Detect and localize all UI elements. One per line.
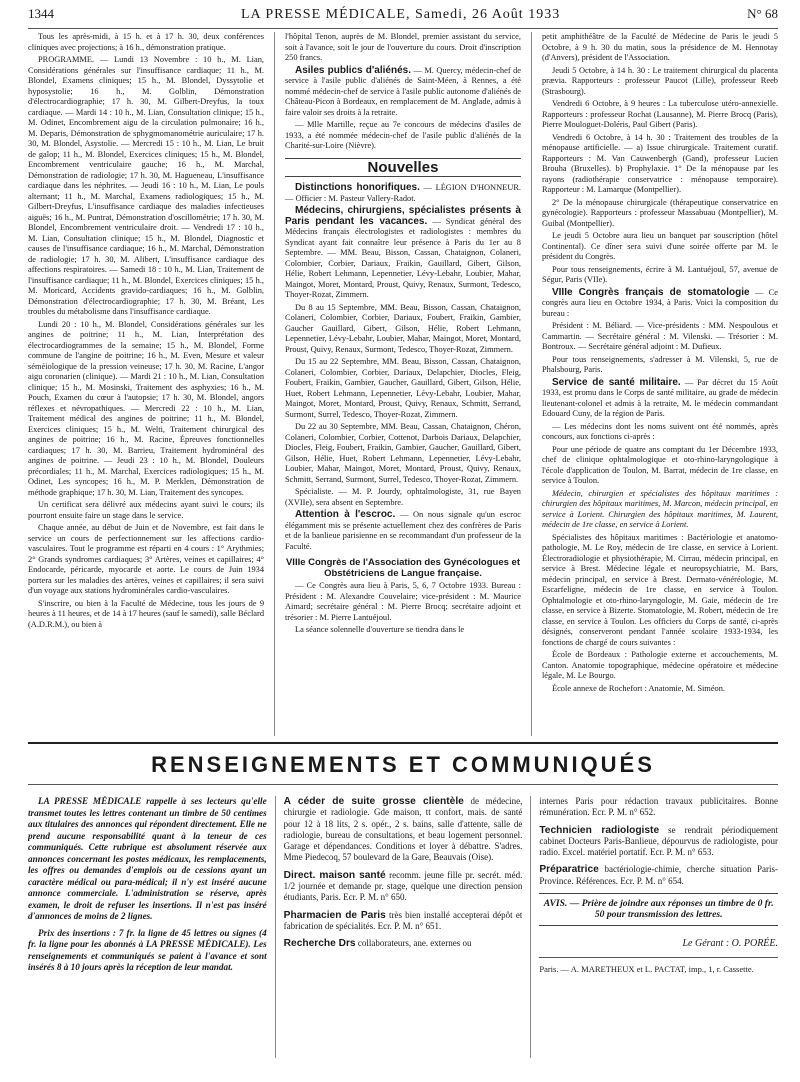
- ads-column-1: [284, 796, 523, 1058]
- paragraph: Vendredi 6 Octobre, à 14 h. 30 : Traitement des troubles de la ménopause artificielle. — a) Issue chirurgicale. Traitement curatif. Rapporteurs : M. Van Cauwenbergh (Gand), professeur Lucien Brouha (Bruxelles). b) Prophylaxie. 1° De la ménopause par les rayons (radiothérapie conservatrice : ménopause temporaire). Rapporteur : M. Lamarque (Montpellier).: [541, 132, 778, 194]
- column-2: [285, 32, 521, 736]
- paragraph: Du 22 au 30 Septembre, MM. Beau, Cassan, Chataignon, Chéron, Colaneri, Colombier, Corbier, Cottenot, Darbois Dariaux, Delapchier, Diocles, Fleig, Foubert, Fraikin, Gambier, Gaucher, Gauillard, Gibert, Gilson, Hélie, Huet, Robert Lehmann, Lepennetier, Lévy-Lebahr, Loubier, Mahar, Maingot, Moret, Montard, Proust, Quivy, Renaux, Schmitt, Serrand, Surmont, Surrel, Tedesco, Thoyer-Rozat, Zimmern.: [284, 422, 521, 484]
- paragraph: Pour tous renseignements, écrire à M. Lantuéjoul, 57, avenue de Ségur, Paris (VIIe).: [541, 264, 778, 284]
- classified-ad: Direct. maison santé recomm. jeune fille pr. secrét. méd. 1/2 journée et demande pr. stage, quelque une direction pension étudiants, Paris. Ecr. P. M. n° 650.: [283, 869, 523, 903]
- classified-ad: Technicien radiologiste se rendrait périodiquement cabinet Docteurs Paris-Banlieue, dépourvus de radiologiste, pour radio. Excel. matériel portatif. Ecr. P. M. n° 653.: [539, 824, 779, 858]
- paragraph: École annexe de Rochefort : Anatomie, M. Siméon.: [551, 683, 726, 693]
- classifieds-columns: [28, 796, 778, 1058]
- article-columns: [28, 32, 778, 736]
- paragraph: S'inscrire, ou bien à la Faculté de Médecine, tous les jours de 9 heures à 11 heures, et de 14 à 17 heures (sauf le samedi), salle Béclard (A.D.R.M.), ou bien à: [28, 598, 265, 629]
- classified-ad: Pharmacien de Paris très bien installé accepterai dépôt et fabrication de spécialités. Ecr. P. M. n° 651.: [283, 909, 523, 931]
- issue-number: N° 68: [747, 6, 778, 21]
- paragraph: Vendredi 6 Octobre, à 9 heures : La tuberculose utéro-annexielle. Rapporteurs : professeur Rochat (Lausanne), M. Pierre Brocq (Paris), Pierre Mouloguet-Doléris, Paul Gibert (Paris).: [541, 99, 778, 129]
- paragraph: Pour une période de quatre ans comptant du 1er Décembre 1933, chef de clinique ophtalmologique et oto-rhino-laryngologique à l'école d'application de Toulon, M. Barrat, médecin de 1re classe, en service à Toulon.: [541, 444, 778, 485]
- journal-title: LA PRESSE MÉDICALE, Samedi, 26 Août 1933: [240, 7, 561, 22]
- paragraph: — Mlle Martille, reçue au 7e concours de médecins d'asiles de 1933, a été nommée médecin-chef de l'asile public d'aliénés de la Charité-sur-Loire (Nièvre).: [284, 120, 521, 150]
- paragraph: Un certificat sera délivré aux médecins ayant suivi le cours; ils pourront ensuite faire un stage dans le service.: [28, 500, 265, 520]
- column-divider: [275, 796, 276, 1058]
- column-3: [542, 32, 778, 736]
- paragraph: Spécialiste. — M. P. Jourdy, ophtalmologiste, 31, rue Bayen (XVIIe), sera absent en Septembre.: [284, 487, 521, 507]
- paragraph: petit amphithéâtre de la Faculté de Médecine de Paris le jeudi 5 Octobre, à 9 h. 30 du matin, sous la présidence de M. Hennotay (d'Anvers), président de l'Association.: [541, 32, 778, 62]
- section-heading: Asiles publics d'aliénés.: [294, 64, 411, 76]
- paragraph: PROGRAMME. — Lundi 13 Novembre : 10 h., M. Lian, Considérations générales sur l'insuffisance cardiaque; 11 h., M. Blondel, Examens cliniques; 15 h., M. Blondel, Dyssytolie et hyposystolie; 16 h., M. Golblin, Démonstration d'électrocardiographie; 17 h. 30, M. Gilbert-Dreyfus, la toux cardiaque. — Mardi 14 : 10 h., M. Lian, Consultation clinique; 15 h., M. Odinet, Encombrement aigu de la circulation pulmonaire; 16 h., M. Deparis, Démonstration de sphygmomanométrie auriculaire; 17 h. 30, M. Blondel, Asystolie. — Mercredi 15 : 10 h., M. Lian, Le bruit de galop; 11 h., M. Blondel, Exercices cliniques; 15 h., M. Blondel, Encombrement ventriculaire gauche; 16 h., M. Marchal, Démonstration de radiologie; 17 h. 30, M. Hagueneau, L'insuffisance cardiaque dans les néphrites. — Jeudi 16 : 10 h., M. Lian, Le pouls alternant; 11 h., M. Marchal, Examens radiologiques; 15 h., M. Gilbert-Dreyfus, L'insuffisance cardiaque des maladies infectieuses aiguës; 16 h., M. Puntrat, Démonstration d'oscillométrie; 17 h. 30, M. Blondel, Encombrement ventriculaire droit. — Vendredi 17 : 10 h., M. Lian, Consultation clinique; 15 h., M. Blondel, Diagnostic et causes de l'insuffisance cardiaque; 16 h., M. Marchal, Démonstration de radiologie; 17 h. 30, M. Alibert, L'insuffisance cardiaque des affections respiratoires. — Samedi 18 : 10 h., M. Lian, Traitement de l'insuffisance cardiaque; 11 h., M. Blondel, Exercices cliniques; 15 h., M. Moricard, Accidents gravido-cardiaques; 16 h., M. Golblin, Démonstration d'électrocardiographie; 17 h. 30, M. Bréant, Les troubles du métabolisme dans l'insuffisance cardiaque.: [28, 55, 265, 316]
- paragraph: — LÉGION D'HONNEUR. — Officier : M. Pasteur Vallery-Radot.: [284, 183, 521, 203]
- column-1: [28, 32, 264, 736]
- paragraph: l'hôpital Tenon, auprès de M. Blondel, premier assistant du service, soit à l'avance, soit le jour de l'ouverture du cours. Droit d'inscription 250 francs.: [284, 32, 521, 62]
- section-heading: VIIIe Congrès de l'Association des Gynécologues et Obstétriciens de Langue française.: [285, 557, 520, 579]
- column-divider: [531, 32, 532, 736]
- paragraph: — On nous signale qu'un escroc élégamment mis se présente actuellement chez des confrères de Paris et de la banlieue parisienne en se recommandant d'un professeur de la Faculté.: [284, 510, 521, 551]
- printer-imprint: Paris. — A. MARETHEUX et L. PACTAT, imp., 1, r. Cassette.: [539, 957, 778, 975]
- paragraph: — M. Quercy, médecin-chef de service à l'asile public d'aliénés de Saint-Méen, à Rennes, a été nommé médecin-chef de service à l'asile public autonome d'aliénés de Château-Picon à Bordeaux, en remplacement de M. Anglade, admis à faire valoir ses droits à la retraite.: [284, 65, 521, 117]
- paragraph: Jeudi 5 Octobre, à 14 h. 30 : Le traitement chirurgical du placenta prævia. Rapporteurs : professeur Paucot (Lille), professeur Reeb (Strasbourg).: [541, 65, 778, 96]
- classified-ad: Préparatrice bactériologie-chimie, cherche situation Paris-Province. Références. Ecr. P. M. n° 654.: [539, 864, 779, 886]
- column-divider: [274, 32, 275, 736]
- paragraph: École de Bordeaux : Pathologie externe et accouchements, M. Canton. Anatomie topographique, médecine opératoire et médecine légale, M. Le Bourgo.: [541, 650, 778, 680]
- pricing-text: Prix des insertions : 7 fr. la ligne de 45 lettres ou signes (4 fr. la ligne pour les abonnés à LA PRESSE MÉDICALE). Les renseignements et communiqués se paient à l'avance et sont insérés 8 à 10 jours après la réception de leur mandat.: [28, 927, 267, 972]
- paragraph: — Ce Congrès aura lieu à Paris, 5, 6, 7 Octobre 1933. Bureau : Président : M. Alexandre Couvelaire; vice-président : M. Maurice Aimard; secrétaire général : M. Pierre Brocq; secrétaire adjoint et trésorier : M. Pierre Lantuéjoul.: [284, 581, 521, 622]
- running-head: [28, 6, 778, 29]
- classified-ad: Recherche Drs collaborateurs, ane. externes ou: [283, 938, 472, 950]
- section-heading: Service de santé militaire.: [551, 376, 681, 388]
- paragraph: — Ce congrès aura lieu en Octobre 1934, à Paris. Voici la composition du bureau :: [541, 287, 778, 318]
- paragraph: Pour tous renseignements, s'adresser à M. Vilenski, 5, rue de Phalsbourg, Paris.: [541, 354, 778, 374]
- gerant-signature: Le Gérant : O. PORÉE.: [682, 937, 779, 949]
- paragraph: Médecin, chirurgien et spécialistes des hôpitaux maritimes : chirurgien des hôpitaux maritimes, M. Marcon, médecin principal, en service à Lorient. Chirurgien des hôpitaux maritimes, M. Laurent, médecin de 1re classe, en service à Lorient.: [541, 488, 778, 529]
- paragraph: Tous les après-midi, à 15 h. et à 17 h. 30, deux conférences cliniques avec projections; à 16 h., démonstration pratique.: [28, 32, 265, 52]
- section-heading: Distinctions honorifiques.: [294, 182, 420, 193]
- paragraph: — Les médecins dont les noms suivent ont été nommés, après concours, aux fonctions ci-après :: [541, 421, 778, 441]
- renseignements-heading: RENSEIGNEMENTS ET COMMUNIQUÉS: [28, 742, 778, 785]
- paragraph: Président : M. Béliard. — Vice-présidents : MM. Nespoulous et Cammartin. — Secrétaire général : M. Vilenski. — Trésorier : M. Bontroux. — Secrétaire général adjoint : M. Dufieux.: [541, 321, 778, 351]
- section-heading: Attention à l'escroc.: [294, 509, 396, 520]
- ads-column-2: [539, 796, 778, 1058]
- paragraph: Chaque année, au début de Juin et de Novembre, est fait dans le service un cours de perfectionnement sur les affections cardio-vasculaires. Tout le programme est réparti en 4 cours : 1° Arythmies; 2° Grands syndromes cardiaques; 3° Artères, veines et capillaires; 4° Endocarde, péricarde, myocarde et aorte. Le cours de Juin 1934 portera sur les maladies des artères, veines et capillaires; il sera suivi d'un voyage aux stations hydrominérales cardio-vasculaires.: [28, 523, 265, 595]
- paragraph: Du 8 au 15 Septembre, MM. Beau, Bisson, Cassan, Chataignon, Colaneri, Colombier, Corbier, Dariaux, Foubert, Fraikin, Gambier, Gaucher Gauillard, Gibert, Gilson, Hélie, Robert Lehmann, Lepennetier, Lévy-Lebahr, Loubier, Mahar, Maingot, Moret, Montard, Proust, Quivy, Renaux, Surmont, Tedesco, Thoyer-Rozat, Zimmern.: [284, 302, 521, 354]
- paragraph: — Syndicat général des Médecins français électrologistes et radiologistes : membres du Syndicat ayant fait connaître leur présence à Paris du 1er au 8 Septembre. — MM. Beau, Bisson, Cassan, Chataignon, Colaneri, Colombier, Corbier, Dariaux, Fraikin, Gauillard, Gibert, Gilson, Hélie, Robert Lehmann, Lepennetier, Lévy-Lebahr, Loubier, Mahar, Maingot, Moret, Montard, Proust, Quivy, Renaux, Surmont, Tedesco, Thoyer-Rozat, Zimmern.: [284, 216, 521, 299]
- paragraph: La séance solennelle d'ouverture se tiendra dans le: [294, 625, 465, 634]
- paragraph: Le jeudi 5 Octobre aura lieu un banquet par souscription (hôtel Continental). Ce dîner sera suivi d'une soirée offerte par M. le président du Congrès.: [541, 231, 778, 261]
- avis-notice: AVIS. — Prière de joindre aux réponses un timbre de 0 fr. 50 pour transmission des lettres.: [539, 893, 778, 926]
- paragraph: 2° De la ménopause chirurgicale (thérapeutique conservatrice en gynécologie). Rapporteurs : professeur Massabuau (Montpellier), M. Guibal (Montpellier).: [541, 197, 778, 228]
- paragraph: — Par décret du 15 Août 1933, est promu dans le Corps de santé militaire, au grade de médecin lieutenant-colonel et admis à la retraite, M. le médecin commandant Edouard Cuny, de la région de Paris.: [541, 377, 778, 418]
- classified-ad: internes Paris pour rédaction travaux publicitaires. Bonne rémunération. Ecr. P. M. n° 652.: [539, 796, 779, 818]
- nouvelles-heading: Nouvelles: [285, 158, 521, 178]
- column-divider: [530, 796, 531, 1058]
- paragraph: Du 15 au 22 Septembre, MM. Beau, Bisson, Cassan, Chataignon, Colaneri, Colombier, Corbier, Dariaux, Delapchier, Diocles, Fleig, Foubert, Fraikin, Gambier, Gaucher, Gauillard, Gibert, Gilson, Hélie, Huet, Robert Lehmann, Lepennetier, Lévy-Lebahr, Loubier, Mahar, Maingot, Moret, Montard, Proust, Quivy, Renaux, Schmitt, Serrand, Surmont, Surrel, Tedesco, Thoyer-Rozat, Zimmern.: [284, 357, 521, 419]
- classified-ad: A céder de suite grosse clientèle de médecine, chirurgie et radiologie. Gde maison, tt confort, mais. de santé pour 12 à 18 lits, 2 s. opér., 2 s. bains, salle d'attente, salle de radiologie, bureau de consultations, et beau logement personnel. Garage et dépendances. Conditions et loyer à débattre. S'adres. Mme Piedecoq, 57 boulevard de la Gare, Beauvais (Oise).: [283, 796, 523, 863]
- notice-text: LA PRESSE MÉDICALE rappelle à ses lecteurs qu'elle transmet toutes les lettres contenant un timbre de 50 centimes aux titulaires des annonces qui répondent directement. Elle ne prend aucune responsabilité quant à la teneur de ces communiqués. Cette rubrique est absolument réservée aux annonces concernant les postes médicaux, les remplacements, les offres ou demandes d'emplois ou de cessions ayant un caractère médical ou para-médical; il n'y est inséré aucune annonce commerciale. L'administration se réserve, après examen, le droit de refuser les insertions. Il n'est pas inséré d'annonces de moins de 2 lignes.: [28, 796, 267, 921]
- notice-column: [28, 796, 267, 1058]
- section-heading: Médecins, chirurgiens, spécialistes présents à Paris pendant les vacances.: [284, 205, 521, 227]
- paragraph: Spécialistes des hôpitaux maritimes : Bactériologie et anatomo-pathologie, M. Le Roy, médecin de 1re classe, en service à Lorient. Électroradiologie et physiothérapie, M. Cirrau, médecin principal, en service à Brest. Médecine légale et neuropsychiatrie, M. Bars, médecin principal, en service à Brest. Dermato-vénéréologie, M. Escarfeligne, médecin de 1re classe, en service à Toulon. Ophtalmologie et oto-rhino-laryngologie, M. Gaie, médecin de 1re classe, en service à Bizerte. Stomatologie, M. Robert, médecin de 1re classe, en service à Toulon. Les officiers du Corps de santé, ci-après désignés, conserveront pendant l'année scolaire 1933-1934, les fonctions de chargé de cours suivantes :: [541, 532, 778, 647]
- paragraph: Lundi 20 : 10 h., M. Blondel, Considérations générales sur les angines de poitrine; 11 h., M. Lian, Interprétation des électrocardiogrammes de la semaine; 15 h., M. Blondel, Forme commune de l'angine de poitrine; 16 h., M. Even, Mesure et valeur séméiologique de la pression veineuse; 17 h. 30, M. Racine, L'angor aigu coronarien (clinique). — Mardi 21 : 10 h., M. Lian, Consultation clinique; 15 h., M. Mosinski, Traitement des asphyxies; 16 h., M. Pouch, Examen du cœur à l'autopsie; 17 h. 30, M. Blondel, angors réflexes et névropathiques. — Mercredi 22 : 10 h., M. Lian, Traitement médical des angines de poitrine; 11 h., M. Blondel, Exercices cliniques; 15 h., M. Welti, Traitement chirurgical des angines de poitrine; 16 h., M. Racine, Épreuves fonctionnelles cardiaques; 17 h. 30, M. Barrieu, Traitement hydrominéral des angines de poitrine. — Jeudi 23 : 10 h., M. Blondel, Douleurs précordiales; 11 h., M. Marchal, Exercices radiologiques; 15 h., M. Odinet, Les syncopes; 16 h., M. P. Merklen, Démonstration de méthode graphique; 17 h. 30, M. Lian, Traitement des syncopes.: [28, 319, 265, 497]
- section-heading: VIIIe Congrès français de stomatologie: [551, 286, 750, 298]
- page-number: 1344: [28, 6, 54, 21]
